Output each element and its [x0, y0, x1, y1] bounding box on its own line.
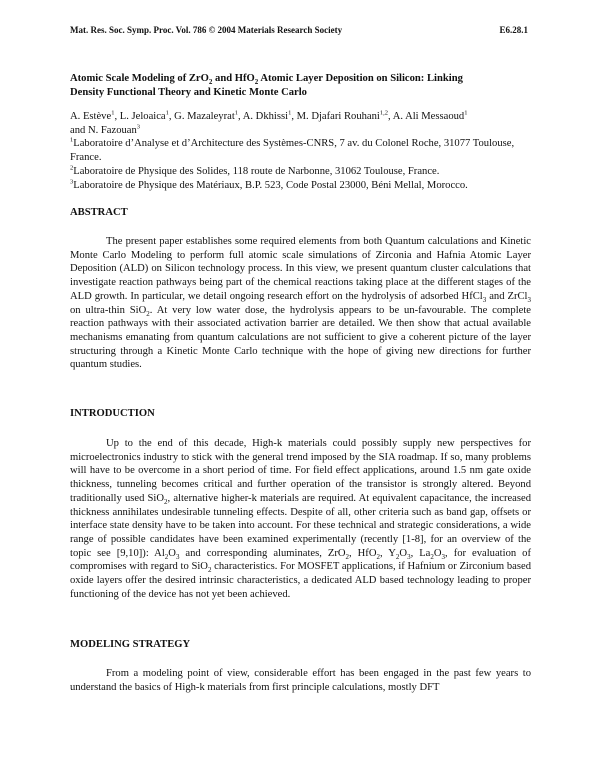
paper-number: E6.28.1 [499, 25, 528, 35]
running-header-citation: Mat. Res. Soc. Symp. Proc. Vol. 786 © 2004 Materials Research Society [70, 25, 343, 35]
affiliations [70, 137, 532, 193]
abstract-heading: ABSTRACT [70, 207, 128, 218]
author: L. Jeloaica [119, 111, 166, 122]
modeling-paragraph: From a modeling point of view, considerable effort has been engaged in the past few years to understand the basics of High-k materials from first principle calculations, mostly DFT [70, 668, 531, 693]
author: G. Mazaleyrat [174, 111, 235, 122]
affiliation: $^3$Laboratoire de Physique des Matériaux, B.P. 523, Code Postal 23000, Béni Mellal, Morocco. [70, 178, 468, 191]
author: A. Estève [70, 111, 112, 122]
abstract-paragraph: The present paper establishes some required elements from both Quantum calculations and Kinetic Monte Carlo Modeling to perform full atomic scale simulations of Zirconia and Hafnia Atomic Layer Deposition (ALD) on Silicon technology process. In this view, we present quantum cluster calculations that investigate reaction pathways being part of the chemical reactions taking place at the different stages of the ALD growth. In particular, we detail ongoing research effort on the hydrolysis of adsorbed HfCl$_3$ and ZrCl$_3$ on ultra-thin SiO$_2$. At very low water dose, the hydrolysis appears to be un-favourable. The complete reaction pathways with their associated activation barrier are detailed. We then show that actual available mechanisms emanating from quantum calculations are not sufficient to give a coherent picture of the layer structuring through a Kinetic Monte Carlo technique with the hope of giving new directions for further quantum studies. [70, 236, 531, 371]
author: N. Fazouan [87, 124, 137, 136]
author: M. Djafari Rouhani [296, 111, 380, 122]
author: A. Ali Messaoud [392, 111, 465, 122]
author-list: A. Estève$^1$, L. Jeloaica$^1$, G. Mazaleyrat$^1$, A. Dkhissi$^1$, M. Djafari Rouhani$^{1,2}$, A. Ali Messaoud$^1$ and N. Fazouan$^3$ [70, 109, 468, 136]
affiliation: $^2$Laboratoire de Physique des Solides, 118 route de Narbonne, 31062 Toulouse, France. [70, 164, 440, 177]
paper-title: Atomic Scale Modeling of ZrO$_2$ and HfO$_2$ Atomic Layer Deposition on Silicon: Linking Density Functional Theory and Kinetic Monte Carlo [70, 73, 463, 98]
introduction-paragraph: Up to the end of this decade, High-k materials could possibly supply new perspectives for microelectronics industry to stick with the general trend imposed by the SIA roadmap. If so, many problems will have to be overcome in a short period of time. For field effect applications, around 1.5 nm gate oxide thickness, tunneling becomes critical and further operation of the transistor is strongly altered. Beyond traditionally used SiO$_2$, alternative higher-k materials are required. At equivalent capacitance, the increased thickness annihilates undesirable tunneling effects. Despite of all, other criteria such as band gap, offsets or interface state density have to be taken into account. For these technical and strategic considerations, a wide range of possible candidates have been examined experimentally (recently [1-8], for an overview of the topic see [9,10]): $Al_2O_3$ and corresponding aluminates, ZrO$_2$, HfO$_2$, $Y_2O_3$, $La_2O_3$, for evaluation of compromises with regard to SiO$_2$ characteristics. For MOSFET applications, if Hafnium or Zirconium based oxide layers offer the desired intrinsic characteristics, a dedicated ALD based technology leading to proper functioning of the device has not yet been achieved. [70, 438, 531, 600]
affiliation: $^1$Laboratoire d’Analyse et d’Architecture des Systèmes-CNRS, 7 av. du Colonel Roche, 31077 Toulouse, France. [70, 136, 515, 163]
modeling-heading: MODELING STRATEGY [70, 639, 191, 650]
author: A. Dkhissi [242, 111, 289, 122]
introduction-heading: INTRODUCTION [70, 408, 155, 419]
